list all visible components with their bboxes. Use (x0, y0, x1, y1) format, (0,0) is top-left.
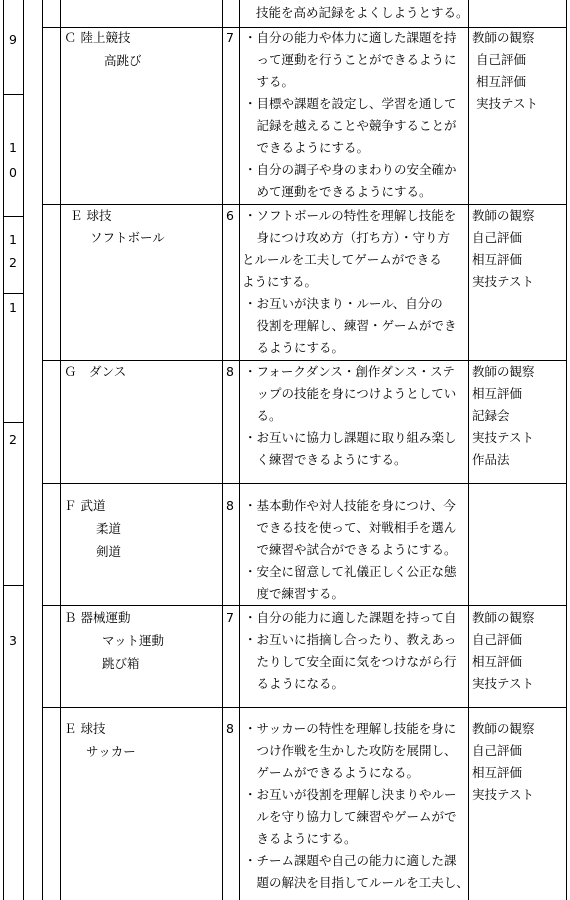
goal-line: ルを守り協力して練習やゲームがで (244, 809, 457, 824)
month-label: 2 (9, 255, 17, 270)
row-sep (42, 483, 566, 484)
goal-line: ・お互いが決まり・ルール、自分の (244, 296, 443, 311)
goal-line: 題の解決を目指してルールを工夫し、 (244, 875, 469, 890)
eval-item: 教師の観察 (472, 721, 535, 736)
rule-right (566, 0, 567, 900)
eval-item: 自己評価 (472, 632, 523, 647)
row-sep (3, 422, 23, 423)
unit-subitem: ソフトボール (90, 230, 165, 245)
goal-line: たりして安全面に気をつけながら行 (244, 654, 457, 669)
unit-subitem: 跳び箱 (102, 656, 140, 671)
goal-line: く練習できるようにする。 (244, 452, 407, 467)
unit-name: Ｅ 球技 (70, 208, 112, 223)
unit-name: Ｃ 陸上競技 (64, 30, 131, 45)
goal-line: 度で練習する。 (244, 586, 345, 601)
goal-line: ようにする。 (242, 274, 318, 289)
unit-subitem: 剣道 (96, 544, 122, 559)
eval-item: 作品法 (472, 452, 510, 467)
unit-subitem: 高跳び (104, 53, 142, 68)
eval-item: 相互評価 (476, 74, 527, 89)
unit-subitem: サッカー (86, 744, 136, 759)
unit-name: Ｆ 武道 (64, 498, 106, 513)
goal-line: ・自分の能力や体力に適した課題を持 (244, 30, 457, 45)
eval-item: 自己評価 (472, 230, 523, 245)
goal-line: 技能を高め記録をよくしようとする。 (256, 5, 469, 20)
goal-line: ・自分の能力に適した課題を持って自 (244, 610, 457, 625)
eval-item: 実技テスト (476, 96, 539, 111)
goal-line: ・ソフトボールの特性を理解し技能を (244, 208, 457, 223)
goal-line: る。 (244, 408, 282, 423)
eval-item: 実技テスト (472, 430, 535, 445)
goal-line: とルールを工夫してゲームができる (242, 252, 442, 267)
unit-hours: 7 (226, 610, 234, 625)
goal-line: めて運動をできるようにする。 (244, 184, 432, 199)
eval-item: 教師の観察 (472, 364, 535, 379)
goal-line: ・フォークダンス・創作ダンス・ステ (244, 364, 455, 379)
goal-line: ・基本動作や対人技能を身につけ、今 (244, 498, 456, 513)
row-sep (3, 293, 23, 294)
rule-eval-left (468, 0, 469, 900)
row-sep (3, 585, 23, 586)
goal-line: できる技を使って、対戦相手を選ん (244, 520, 457, 535)
eval-item: 自己評価 (476, 52, 527, 67)
unit-hours: 8 (226, 364, 234, 379)
goal-line: ップの技能を身につけようとしてい (244, 386, 457, 401)
row-sep (42, 707, 566, 708)
goal-line: ・自分の調子や身のまわりの安全確か (244, 162, 457, 177)
goal-line: ・安全に留意して礼儀正しく公正な態 (244, 564, 457, 579)
goal-line: きるようにする。 (244, 831, 357, 846)
rule-left-3 (42, 0, 43, 900)
eval-item: 実技テスト (472, 787, 535, 802)
unit-subitem: 柔道 (96, 521, 122, 536)
unit-hours: 8 (226, 498, 234, 513)
eval-item: 相互評価 (472, 765, 523, 780)
goal-line: るようになる。 (244, 676, 345, 691)
row-sep (3, 216, 23, 217)
goal-line: ・お互いに協力し課題に取り組み楽し (244, 430, 457, 445)
goal-line: ・お互いに指摘し合ったり、教えあっ (244, 632, 457, 647)
goal-line: 身につけ攻め方（打ち方）・守り方 (244, 230, 451, 245)
rule-left-2 (23, 0, 24, 900)
goal-line: って運動を行うことができるように (244, 52, 457, 67)
month-label: 2 (9, 432, 17, 447)
goal-line: ・お互いが役割を理解し決まりやルー (244, 787, 457, 802)
eval-item: 相互評価 (472, 654, 523, 669)
eval-item: 自己評価 (472, 743, 523, 758)
month-label: 3 (9, 633, 17, 648)
month-label: 1 (9, 232, 17, 247)
goal-line: ・サッカーの特性を理解し技能を身に (244, 721, 457, 736)
unit-subitem: マット運動 (102, 633, 165, 648)
eval-item: 実技テスト (472, 676, 535, 691)
goal-line: する。 (244, 74, 295, 89)
unit-hours: 6 (226, 208, 234, 223)
eval-item: 教師の観察 (472, 610, 535, 625)
goal-line: ・チーム課題や自己の能力に適した課 (244, 853, 457, 868)
goal-line: るようにする。 (244, 340, 345, 355)
month-label: 9 (9, 32, 17, 47)
eval-item: 教師の観察 (472, 208, 535, 223)
rule-goals-left (239, 0, 240, 900)
unit-name: Ｇ ダンス (64, 364, 127, 379)
rule-unit-left (60, 0, 61, 900)
goal-line: で練習や試合ができるようにする。 (244, 542, 457, 557)
eval-item: 相互評価 (472, 252, 523, 267)
goal-line: つけ作戦を生かした攻防を展開し、 (244, 743, 457, 758)
goal-line: できるようにする。 (244, 140, 370, 155)
goal-line: ・目標や課題を設定し、学習を通して (244, 96, 457, 111)
unit-name: Ｂ 器械運動 (64, 610, 131, 625)
month-label: 1 (9, 300, 17, 315)
eval-item: 教師の観察 (472, 30, 535, 45)
rule-hours-left (222, 0, 223, 900)
goal-line: 記録を越えることや競争することが (244, 118, 457, 133)
eval-item: 相互評価 (472, 386, 523, 401)
goal-line: 役割を理解し、練習・ゲームができ (244, 318, 457, 333)
rule-left-1 (3, 0, 4, 900)
unit-name: Ｅ 球技 (64, 721, 106, 736)
eval-item: 記録会 (472, 408, 510, 423)
month-label: 0 (9, 165, 17, 180)
unit-hours: 7 (226, 30, 234, 45)
eval-item: 実技テスト (472, 274, 535, 289)
unit-hours: 8 (226, 721, 234, 736)
row-sep (3, 94, 23, 95)
month-label: 1 (9, 140, 17, 155)
goal-line: ゲームができるようになる。 (244, 765, 420, 780)
